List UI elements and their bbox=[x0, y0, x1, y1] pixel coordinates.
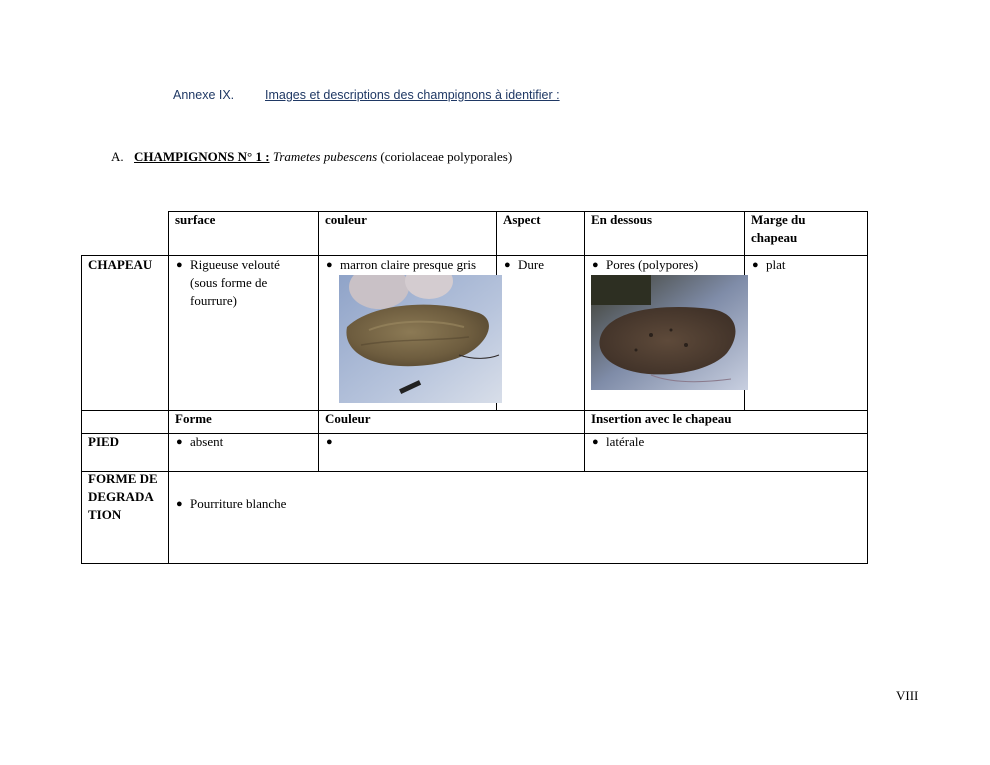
bullet-icon: ● bbox=[752, 259, 759, 271]
header-marge: Marge du chapeau bbox=[751, 212, 806, 245]
section-label: CHAMPIGNONS N° 1 : bbox=[134, 149, 270, 164]
bullet-icon: ● bbox=[592, 259, 599, 271]
species-name: Trametes pubescens bbox=[272, 149, 378, 164]
section-heading bbox=[111, 149, 512, 165]
page-number: VIII bbox=[896, 688, 919, 703]
table-border bbox=[81, 563, 868, 564]
row-label-pied: PIED bbox=[88, 434, 120, 449]
mushroom-underside-image bbox=[591, 275, 748, 390]
header-pied-couleur: Couleur bbox=[325, 411, 371, 426]
bullet-icon: ● bbox=[176, 436, 183, 448]
chapeau-surface: Rigueuse velouté (sous forme de fourrure) bbox=[190, 257, 280, 308]
pied-forme-cell bbox=[176, 433, 306, 451]
table-border bbox=[81, 255, 82, 564]
header-insertion: Insertion avec le chapeau bbox=[591, 411, 732, 426]
chapeau-marge: plat bbox=[766, 257, 786, 272]
species-family: (coriolaceae polyporales) bbox=[380, 149, 513, 164]
row-label-chapeau: CHAPEAU bbox=[88, 257, 153, 272]
pied-insertion: latérale bbox=[606, 434, 645, 449]
chapeau-marge-cell bbox=[752, 256, 862, 274]
chapeau-dessous-cell bbox=[592, 256, 742, 274]
chapeau-surface-cell bbox=[176, 256, 304, 310]
pied-couleur-cell bbox=[326, 433, 566, 451]
mushroom-top-photo bbox=[339, 275, 502, 403]
section-letter: A. bbox=[111, 149, 124, 164]
bullet-icon: ● bbox=[176, 498, 183, 510]
chapeau-couleur-cell bbox=[326, 256, 496, 274]
bullet-icon: ● bbox=[326, 259, 333, 271]
header-surface: surface bbox=[175, 212, 216, 227]
header-forme: Forme bbox=[175, 411, 212, 426]
annex-number: Annexe IX. bbox=[173, 88, 235, 102]
table-border bbox=[584, 211, 585, 472]
bullet-icon: ● bbox=[592, 436, 599, 448]
table-border bbox=[81, 471, 868, 472]
chapeau-couleur: marron claire presque gris bbox=[340, 257, 477, 272]
annex-title-link[interactable]: Images et descriptions des champignons à identifier : bbox=[265, 88, 560, 102]
bullet-icon: ● bbox=[504, 259, 511, 271]
annex-heading bbox=[173, 88, 560, 102]
degradation-cell bbox=[176, 495, 476, 513]
degradation-value: Pourriture blanche bbox=[190, 496, 287, 511]
table-border bbox=[168, 211, 169, 564]
mushroom-underside-photo bbox=[591, 275, 748, 390]
pied-forme: absent bbox=[190, 434, 224, 449]
header-aspect: Aspect bbox=[503, 212, 541, 227]
chapeau-aspect-cell bbox=[504, 256, 584, 274]
row-label-degradation: FORME DE DEGRADA TION bbox=[88, 471, 158, 522]
chapeau-dessous: Pores (polypores) bbox=[606, 257, 699, 272]
bullet-icon: ● bbox=[326, 436, 333, 448]
bullet-icon: ● bbox=[176, 259, 183, 271]
header-couleur: couleur bbox=[325, 212, 367, 227]
table-border bbox=[318, 211, 319, 472]
table-border bbox=[867, 211, 868, 564]
header-en-dessous: En dessous bbox=[591, 212, 653, 227]
chapeau-aspect: Dure bbox=[518, 257, 544, 272]
pied-insertion-cell bbox=[592, 433, 852, 451]
mushroom-top-image bbox=[339, 275, 502, 403]
